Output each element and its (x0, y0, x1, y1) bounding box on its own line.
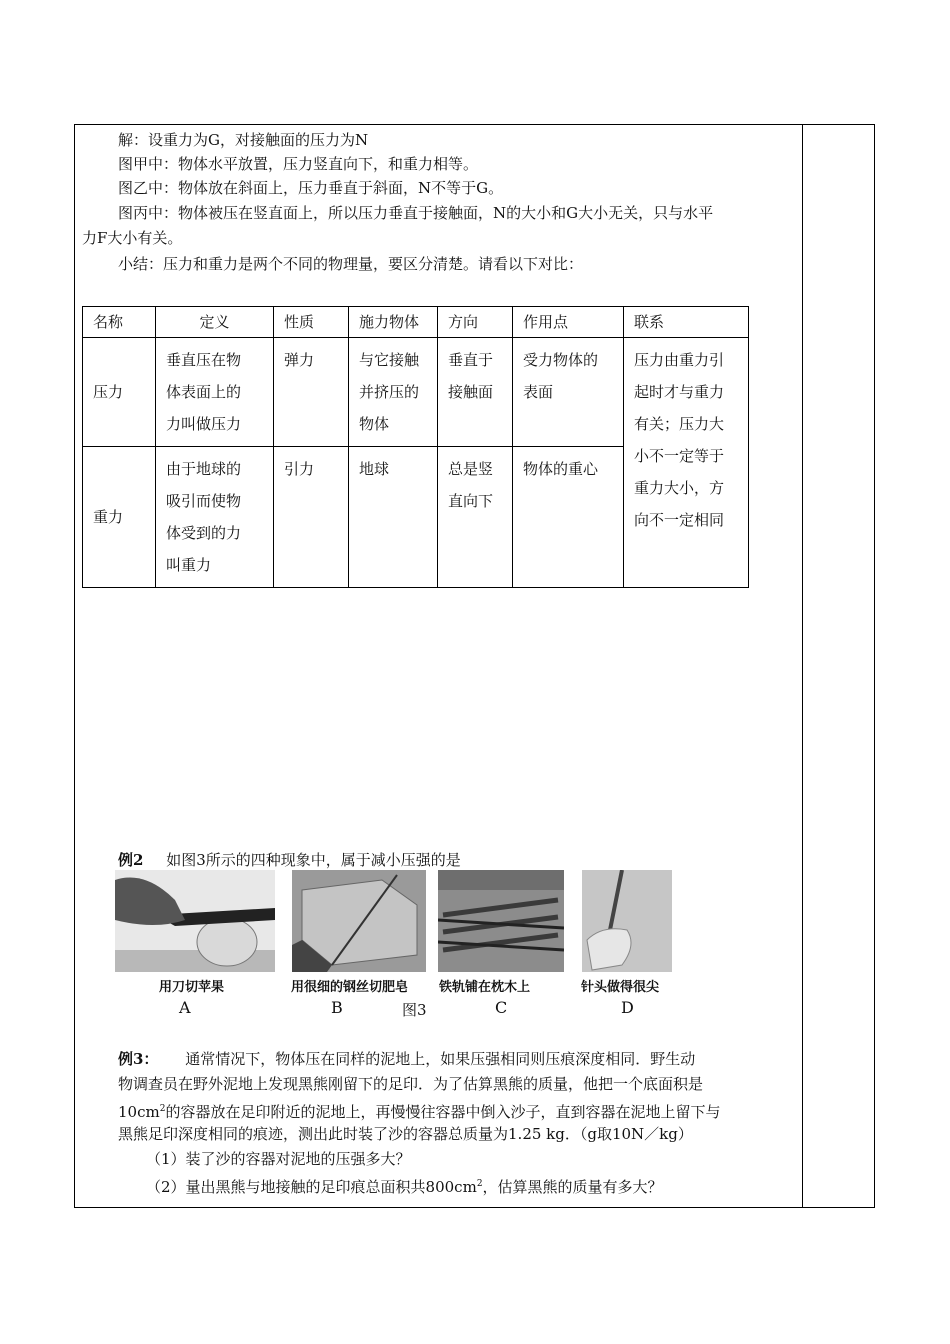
figure-label: 图3 (402, 1001, 427, 1019)
cell-line: 向不一定相同 (634, 511, 725, 529)
solution-line-3: 图乙中：物体放在斜面上，压力垂直于斜面，N不等于G。 (118, 179, 504, 197)
table-header: 定义 (156, 307, 274, 338)
row-name: 重力 (83, 447, 156, 588)
letter-b: B (331, 998, 343, 1017)
summary-line: 小结：压力和重力是两个不同的物理量，要区分清楚。请看以下对比： (118, 255, 584, 273)
letter-a: A (179, 998, 191, 1017)
table-header: 作用点 (513, 307, 624, 338)
photo-knife-apple (115, 870, 275, 972)
cell-line: 总是竖 (448, 460, 494, 478)
question-text: ，估算黑熊的质量有多大？ (482, 1178, 663, 1196)
photo-wire-soap (292, 870, 426, 972)
cell-line: 物体 (359, 415, 390, 433)
cell-line: 垂直压在物 (166, 351, 242, 369)
caption-b: 用很细的钢丝切肥皂 (291, 980, 409, 995)
photo-needle (582, 870, 672, 972)
cell-line: 有关；压力大 (634, 415, 725, 433)
table-header: 联系 (624, 307, 749, 338)
comparison-table (82, 306, 749, 588)
photo-rails (438, 870, 564, 972)
cell-line: 重力大小，方 (634, 479, 725, 497)
table-header: 名称 (83, 307, 156, 338)
example2-text: 如图3所示的四种现象中，属于减小压强的是 (166, 851, 461, 869)
example3-line-4: 黑熊足印深度相同的痕迹，测出此时装了沙的容器总质量为1.25 kg．（g取10N／kg） (118, 1125, 693, 1143)
row-nature: 弹力 (274, 338, 349, 447)
cell-line: 小不一定等于 (634, 447, 725, 465)
solution-line-1: 解：设重力为G，对接触面的压力为N (118, 131, 369, 149)
relation-cell (624, 338, 749, 588)
wire-soap-illustration (292, 870, 426, 972)
cell-line: 体表面上的 (166, 383, 242, 401)
cell-line: 叫重力 (166, 556, 212, 574)
example3-label: 例3： (118, 1050, 159, 1068)
column-divider (802, 124, 803, 1208)
caption-c: 铁轨铺在枕木上 (439, 980, 531, 995)
cell-line: 由于地球的 (166, 460, 242, 478)
cell-line: 与它接触 (359, 351, 420, 369)
row-point (513, 447, 624, 588)
cell-line: 吸引而使物 (166, 492, 242, 510)
cell-line: 表面 (523, 383, 554, 401)
cell-line: 地球 (359, 460, 390, 478)
example3-line-3 (118, 1097, 830, 1124)
knife-apple-illustration (115, 870, 275, 972)
table-header: 性质 (274, 307, 349, 338)
cell-line: 体受到的力 (166, 524, 242, 542)
table-header-row (83, 307, 749, 338)
row-point (513, 338, 624, 447)
row-name: 压力 (83, 338, 156, 447)
example3-line-1 (118, 1047, 830, 1071)
letter-d: D (621, 998, 634, 1017)
row-applier (349, 447, 438, 588)
superscript: 2 (476, 1179, 483, 1189)
area-value: 10cm (118, 1103, 160, 1121)
cell-line: 压力由重力引 (634, 351, 725, 369)
cell-line: 起时才与重力 (634, 383, 725, 401)
example2-line (118, 848, 830, 872)
needle-illustration (582, 870, 672, 972)
example3-text: 的容器放在足印附近的泥地上，再慢慢往容器中倒入沙子，直到容器在泥地上留下与 (165, 1103, 721, 1121)
row-direction (438, 338, 513, 447)
table-header: 施力物体 (349, 307, 438, 338)
example3-line-2: 物调查员在野外泥地上发现黑熊刚留下的足印．为了估算黑熊的质量，他把一个底面积是 (118, 1075, 704, 1093)
question-text: （2）量出黑熊与地接触的足印痕总面积共800cm (146, 1178, 477, 1196)
row-applier (349, 338, 438, 447)
cell-line: 受力物体的 (523, 351, 599, 369)
caption-a: 用刀切苹果 (159, 980, 225, 995)
row-direction (438, 447, 513, 588)
cell-line: 接触面 (448, 383, 494, 401)
row-definition (156, 338, 274, 447)
row-definition (156, 447, 274, 588)
example2-label: 例2 (118, 851, 144, 869)
page-frame (74, 124, 875, 1208)
solution-line-2: 图甲中：物体水平放置，压力竖直向下，和重力相等。 (118, 155, 479, 173)
cell-line: 垂直于 (448, 351, 494, 369)
cell-line: 力叫做压力 (166, 415, 242, 433)
question-2 (146, 1172, 858, 1199)
table-header: 方向 (438, 307, 513, 338)
superscript: 2 (159, 1104, 166, 1114)
figure-3 (115, 870, 675, 1020)
table-row (83, 338, 749, 447)
rails-illustration (438, 870, 564, 972)
example3-text: 通常情况下，物体压在同样的泥地上，如果压强相同则压痕深度相同．野生动 (185, 1050, 696, 1068)
caption-d: 针头做得很尖 (581, 980, 660, 995)
cell-line: 物体的重心 (523, 460, 599, 478)
cell-line: 并挤压的 (359, 383, 420, 401)
cell-line: 直向下 (448, 492, 494, 510)
question-1: （1）装了沙的容器对泥地的压强多大？ (146, 1150, 411, 1168)
row-nature: 引力 (274, 447, 349, 588)
solution-line-4: 图丙中：物体被压在竖直面上，所以压力垂直于接触面，N的大小和G大小无关，只与水平 (118, 204, 714, 222)
solution-line-5: 力F大小有关。 (82, 229, 183, 247)
letter-c: C (495, 998, 508, 1017)
